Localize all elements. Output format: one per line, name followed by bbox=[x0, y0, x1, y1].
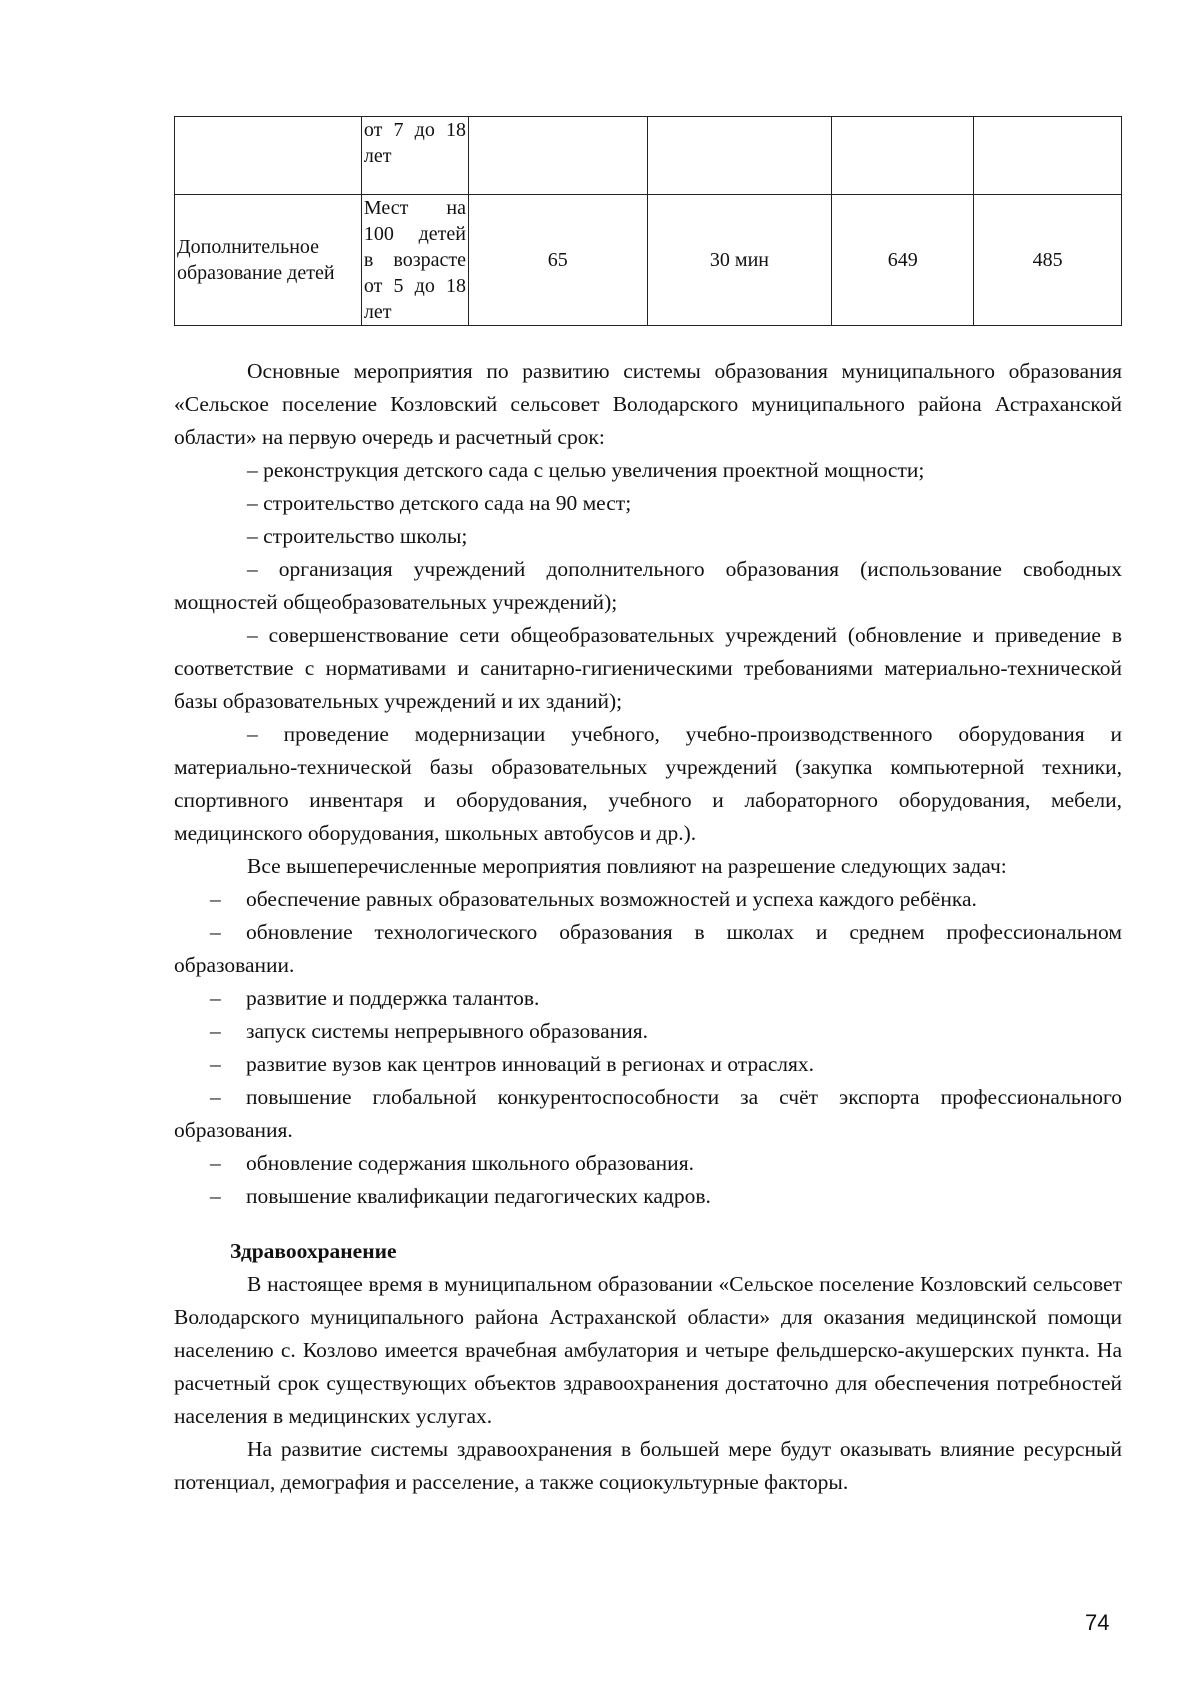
measure-item: – проведение модернизации учебного, учебно-производственного оборудования и материально-технической базы образовательных учреждений (закупка компьютерной техники, спортивного инвентаря и оборудования, учебного и лабораторного оборудования, мебели, медицинского оборудования, школьных автобусов и др.). bbox=[174, 722, 1122, 845]
cell-line: в возрасте bbox=[363, 249, 466, 271]
task-item bbox=[174, 916, 1122, 982]
dash-marker: – bbox=[210, 920, 221, 944]
task-text: обеспечение равных образовательных возможностей и успеха каждого ребёнка. bbox=[246, 887, 977, 911]
task-item bbox=[174, 1081, 1122, 1147]
table-cell bbox=[175, 117, 362, 195]
table-cell bbox=[974, 117, 1122, 195]
cell-line: от 5 до 18 bbox=[363, 275, 466, 297]
cell-line: лет bbox=[363, 301, 392, 323]
table-row bbox=[175, 117, 1122, 195]
task-item bbox=[174, 1180, 1122, 1213]
healthcare-paragraph: В настоящее время в муниципальном образовании «Сельское поселение Козловский сельсовет Володарского муниципального района Астраханской области» для оказания медицинской помощи населению с. Козлово имеется врачебная амбулатория и четыре фельдшерско-акушерских пункта. На расчетный срок существующих объектов здравоохранения достаточно для обеспечения потребностей населения в медицинских услугах. bbox=[174, 1272, 1122, 1428]
measure-item: – строительство школы; bbox=[247, 524, 468, 548]
task-item bbox=[174, 883, 1122, 916]
dash-marker: – bbox=[210, 1151, 221, 1175]
task-item bbox=[174, 1048, 1122, 1081]
table-cell-category: Дополнительное образование детей bbox=[175, 195, 362, 326]
cell-line: лет bbox=[363, 145, 392, 167]
table-cell-value: 649 bbox=[832, 195, 974, 326]
task-text: запуск системы непрерывного образования. bbox=[246, 1019, 648, 1043]
dash-marker: – bbox=[210, 1085, 221, 1109]
intro-paragraph: Основные мероприятия по развитию системы образования муниципального образования «Сельское поселение Козловский сельсовет Володарского муниципального района Астраханской области» на первую очередь и расчетный срок: bbox=[174, 359, 1122, 449]
page-number: 74 bbox=[1085, 1610, 1110, 1635]
table-cell-unit bbox=[361, 195, 468, 326]
cell-line: 100 детей bbox=[363, 223, 466, 245]
dash-marker: – bbox=[210, 1184, 221, 1208]
table-cell-value: 65 bbox=[468, 195, 647, 326]
table-cell-value: 30 мин bbox=[647, 195, 832, 326]
tasks-intro: Все вышеперечисленные мероприятия повлияют на разрешение следующих задач: bbox=[247, 854, 1007, 878]
healthcare-paragraph: На развитие системы здравоохранения в большей мере будут оказывать влияние ресурсный потенциал, демография и расселение, а также социокультурные факторы. bbox=[174, 1437, 1122, 1494]
task-item bbox=[174, 982, 1122, 1015]
measure-item: – совершенствование сети общеобразовательных учреждений (обновление и приведение в соответствие с нормативами и санитарно-гигиеническими требованиями материально-технической базы образовательных учреждений и их зданий); bbox=[174, 623, 1122, 713]
dash-marker: – bbox=[210, 887, 221, 911]
section-heading-healthcare: Здравоохранение bbox=[230, 1239, 397, 1263]
task-text: обновление технологического образования в школах и среднем профессиональном образовании. bbox=[174, 920, 1122, 977]
task-text: развитие и поддержка талантов. bbox=[246, 986, 540, 1010]
table-cell bbox=[468, 117, 647, 195]
measure-item: – реконструкция детского сада с целью увеличения проектной мощности; bbox=[247, 458, 925, 482]
dash-marker: – bbox=[210, 986, 221, 1010]
task-text: обновление содержания школьного образования. bbox=[246, 1151, 694, 1175]
measure-item: – строительство детского сада на 90 мест; bbox=[247, 491, 632, 515]
document-body bbox=[174, 355, 1122, 1499]
table-cell bbox=[361, 117, 468, 195]
document-page bbox=[174, 0, 1122, 1697]
measure-item: – организация учреждений дополнительного образования (использование свободных мощностей общеобразовательных учреждений); bbox=[174, 557, 1122, 614]
dash-marker: – bbox=[210, 1019, 221, 1043]
task-item bbox=[174, 1147, 1122, 1180]
task-item bbox=[174, 1015, 1122, 1048]
table-row bbox=[175, 195, 1122, 326]
cell-line: от 7 до 18 bbox=[363, 119, 466, 141]
cell-line: Мест на bbox=[363, 197, 466, 219]
table-cell-value: 485 bbox=[974, 195, 1122, 326]
dash-marker: – bbox=[210, 1052, 221, 1076]
table-cell bbox=[832, 117, 974, 195]
task-text: развитие вузов как центров инноваций в регионах и отраслях. bbox=[246, 1052, 815, 1076]
facilities-table bbox=[174, 116, 1122, 326]
task-text: повышение квалификации педагогических кадров. bbox=[246, 1184, 711, 1208]
table-cell bbox=[647, 117, 832, 195]
task-text: повышение глобальной конкурентоспособности за счёт экспорта профессионального образования. bbox=[174, 1085, 1122, 1142]
